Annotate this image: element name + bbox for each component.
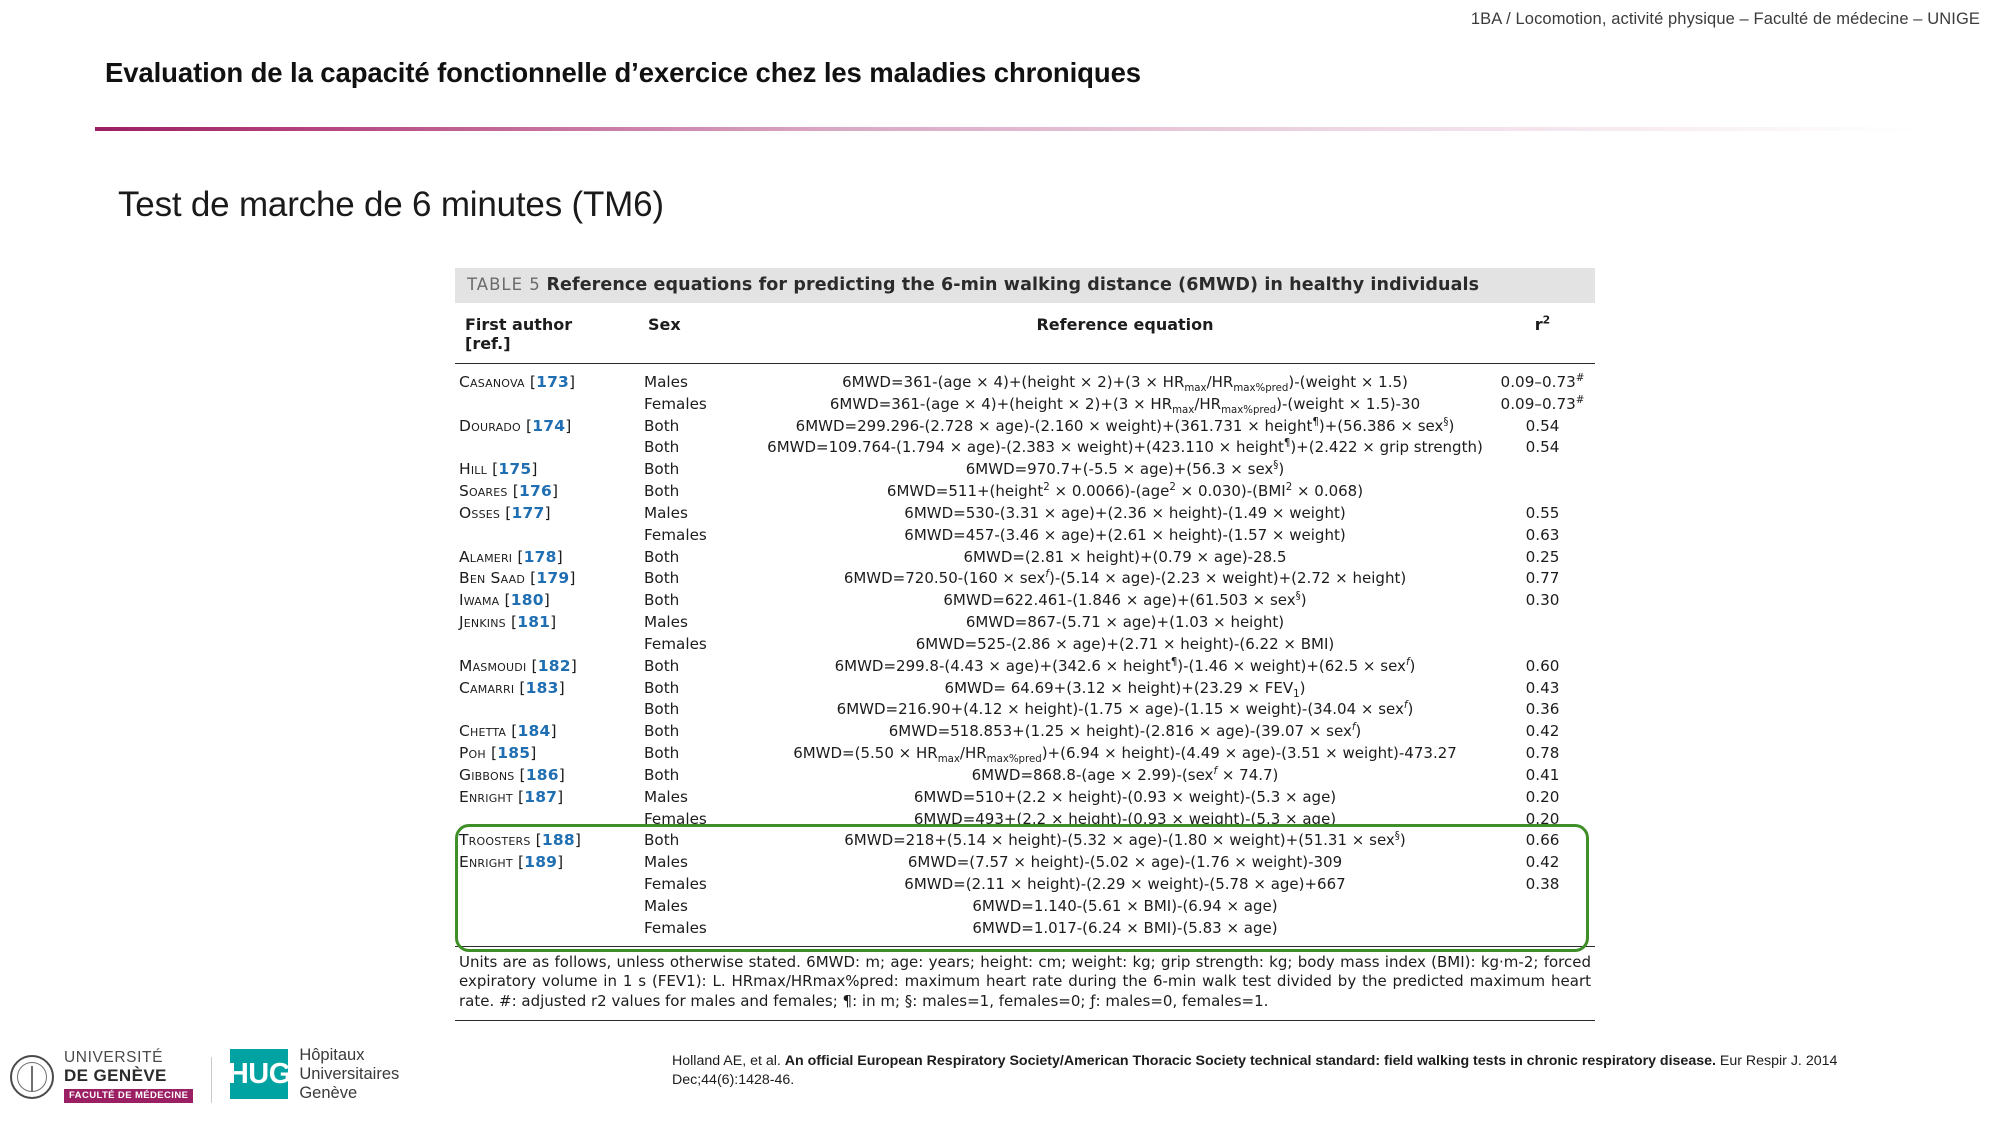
reference-table-figure bbox=[455, 268, 1595, 1021]
table-row bbox=[455, 590, 1595, 612]
cell-author: Masmoudi [182] bbox=[459, 656, 577, 675]
hug-line3: Genève bbox=[299, 1083, 358, 1102]
cell-author bbox=[455, 634, 640, 656]
table-row bbox=[455, 503, 1595, 525]
hug-logo bbox=[227, 1045, 400, 1103]
table-row bbox=[455, 918, 1595, 940]
cell-equation: 6MWD= 64.69+(3.12 × height)+(23.29 × $FEV_1$) bbox=[944, 678, 1306, 700]
cell-r2: 0.41 bbox=[1525, 765, 1560, 784]
cell-sex: Females bbox=[644, 809, 707, 828]
cell-r2: 0.42 bbox=[1525, 853, 1560, 872]
cell-sex: Females bbox=[644, 525, 707, 544]
cell-sex: Females bbox=[644, 918, 707, 937]
table-row bbox=[455, 568, 1595, 590]
cell-sex: Both bbox=[644, 482, 680, 501]
cell-equation: 6MWD=622.461-(1.846 × age)+(61.503 × sex§) bbox=[943, 591, 1307, 610]
cell-author bbox=[455, 437, 640, 459]
cell-sex: Both bbox=[644, 744, 680, 763]
cell-author: Alameri [178] bbox=[459, 547, 563, 566]
cell-equation: 6MWD=518.853+(1.25 × height)-(2.816 × age)-(39.07 × sex$^f$) bbox=[888, 722, 1362, 741]
unige-line1: UNIVERSITÉ bbox=[64, 1049, 164, 1067]
table-row bbox=[455, 874, 1595, 896]
cell-author bbox=[455, 918, 640, 940]
cell-r2 bbox=[1490, 481, 1595, 503]
cell-r2: 0.42 bbox=[1525, 722, 1560, 741]
table-row bbox=[455, 612, 1595, 634]
table-row bbox=[455, 525, 1595, 547]
cell-author: Ben Saad [179] bbox=[459, 569, 576, 588]
cell-sex: Males bbox=[644, 896, 688, 915]
cell-sex: Males bbox=[644, 787, 688, 806]
logo-divider bbox=[211, 1057, 212, 1103]
cell-r2: 0.66 bbox=[1525, 831, 1560, 850]
cell-author bbox=[455, 874, 640, 896]
cell-author bbox=[455, 394, 640, 416]
unige-faculty-badge: FACULTÉ DE MÉDECINE bbox=[64, 1089, 193, 1103]
cell-sex: Both bbox=[644, 416, 680, 435]
table-row bbox=[455, 394, 1595, 416]
cell-equation: 6MWD=109.764-(1.794 × age)-(2.383 × weight)+(423.110 × height¶)+(2.422 × grip strength) bbox=[767, 438, 1483, 457]
cell-equation: 6MWD=867-(5.71 × age)+(1.03 × height) bbox=[965, 613, 1285, 632]
table-row bbox=[455, 743, 1595, 765]
cell-equation: 6MWD=(2.81 × height)+(0.79 × age)-28.5 bbox=[963, 547, 1287, 566]
citation-authors: Holland AE, et al. bbox=[672, 1053, 785, 1070]
table-row bbox=[455, 809, 1595, 831]
cell-equation: 6MWD=299.8-(4.43 × age)+(342.6 × height¶)-(1.46 × weight)+(62.5 × sex$^f$) bbox=[834, 656, 1416, 675]
cell-r2: 0.43 bbox=[1525, 678, 1560, 697]
table-row bbox=[455, 634, 1595, 656]
cell-r2: 0.63 bbox=[1525, 525, 1560, 544]
section-heading: Test de marche de 6 minutes (TM6) bbox=[118, 185, 664, 224]
cell-author: Soares [176] bbox=[459, 482, 559, 501]
cell-r2: 0.25 bbox=[1525, 547, 1560, 566]
cell-sex: Both bbox=[644, 591, 680, 610]
cell-equation: $6MWD=(5.50 \times HR_{max}/HR_{max\%pred})+(6.94$ × height)-(4.49 × age)-(3.51 × weight)-473.27 bbox=[793, 744, 1457, 766]
cell-equation: 6MWD=299.296-(2.728 × age)-(2.160 × weight)+(361.731 × height¶)+(56.386 × sex§) bbox=[795, 416, 1455, 435]
cell-author: Troosters [188] bbox=[459, 831, 582, 850]
table-row bbox=[455, 437, 1595, 459]
cell-sex: Females bbox=[644, 875, 707, 894]
reference-equations-table bbox=[455, 303, 1595, 940]
cell-author: Enright [187] bbox=[459, 787, 564, 806]
cell-author: Dourado [174] bbox=[459, 416, 572, 435]
cell-sex: Both bbox=[644, 722, 680, 741]
hug-line2: Universitaires bbox=[299, 1064, 400, 1083]
hug-mark-icon: HUG bbox=[230, 1049, 288, 1099]
cell-author bbox=[455, 525, 640, 547]
source-citation bbox=[672, 1052, 1922, 1089]
cell-r2: 0.77 bbox=[1525, 569, 1560, 588]
cell-r2: 0.55 bbox=[1525, 503, 1560, 522]
table-row bbox=[455, 896, 1595, 918]
cell-equation: 6MWD=1.017-(6.24 × BMI)-(5.83 × age) bbox=[972, 918, 1278, 937]
table-row bbox=[455, 721, 1595, 743]
cell-author: Casanova [173] bbox=[459, 373, 576, 391]
cell-r2: 0.30 bbox=[1525, 591, 1560, 610]
cell-r2 bbox=[1490, 634, 1595, 656]
cell-r2: 0.60 bbox=[1525, 656, 1560, 675]
cell-author: Chetta [184] bbox=[459, 722, 557, 741]
cell-sex: Both bbox=[644, 678, 680, 697]
table-number-label: TABLE 5 bbox=[467, 275, 541, 294]
column-header-r2: $r^2$ bbox=[1490, 303, 1595, 364]
table-caption bbox=[455, 268, 1595, 303]
citation-source: Eur Respir J. 2014 Dec;44(6):1428-46. bbox=[672, 1053, 1838, 1088]
table-row bbox=[455, 364, 1595, 394]
cell-sex: Both bbox=[644, 831, 680, 850]
cell-equation: 6MWD=530-(3.31 × age)+(2.36 × height)-(1.49 × weight) bbox=[904, 503, 1346, 522]
table-row bbox=[455, 459, 1595, 481]
cell-sex: Both bbox=[644, 438, 680, 457]
cell-sex: Males bbox=[644, 613, 688, 632]
table-footnote: Units are as follows, unless otherwise stated. 6MWD: m; age: years; height: cm; weight: kg; grip strength: kg; body mass index (BMI): kg·m-2; forced expiratory volume in 1 s (FEV1): L. HRmax/HRmax%pred: maximum heart rate during the 6-min walk test divided by the predicted maximum heart rate. #: adjusted r2 values for males and females; ¶: in m; §: males=1, females=0; ƒ: males=0, females=1. bbox=[455, 946, 1595, 1016]
cell-r2 bbox=[1490, 612, 1595, 634]
table-caption-text: Reference equations for predicting the 6-min walking distance (6MWD) in healthy individuals bbox=[546, 275, 1480, 295]
cell-sex: Both bbox=[644, 700, 680, 719]
cell-equation: 6MWD=(7.57 × height)-(5.02 × age)-(1.76 × weight)-309 bbox=[907, 853, 1343, 872]
cell-equation: 6MWD=361-(age × 4)+(height × $2)+(3 \times HR_{max}/HR_{max\%pred})-(weight \times 1.5)-30$ bbox=[829, 394, 1421, 416]
cell-equation: 6MWD=(2.11 × height)-(2.29 × weight)-(5.78 × age)+667 bbox=[904, 875, 1346, 894]
cell-equation: 6MWD=511+(height$^2$ × $0.0066)-(age^2 \times 0.030)-(BMI^2 \times 0.068)$ bbox=[886, 482, 1364, 501]
cell-sex: Females bbox=[644, 634, 707, 653]
cell-equation: 6MWD=493+(2.2 × height)-(0.93 × weight)-(5.3 × age) bbox=[913, 809, 1337, 828]
cell-r2 bbox=[1490, 918, 1595, 940]
title-divider bbox=[95, 127, 1920, 131]
cell-equation: 6MWD=361-(age × 4)+(height × $2)+(3 \times HR_{max}/HR_{max\%pred})-(weight \times 1.5)$ bbox=[842, 373, 1408, 394]
cell-r2: 0.36 bbox=[1525, 700, 1560, 719]
cell-equation: 6MWD=970.7+(-5.5 × age)+(56.3 × sex§) bbox=[965, 460, 1285, 479]
cell-author: Iwama [180] bbox=[459, 591, 550, 610]
cell-sex: Both bbox=[644, 765, 680, 784]
unige-logo bbox=[10, 1050, 193, 1103]
cell-sex: Both bbox=[644, 569, 680, 588]
table-header bbox=[455, 303, 1595, 364]
cell-equation: 6MWD=720.50-(160 × sex$^f$)-(5.14 × age)-(2.23 × weight)+(2.72 × height) bbox=[843, 569, 1407, 588]
cell-r2: 0.54 bbox=[1525, 416, 1560, 435]
cell-author: Poh [185] bbox=[459, 744, 537, 763]
cell-author bbox=[455, 699, 640, 721]
table-row bbox=[455, 416, 1595, 438]
cell-sex: Both bbox=[644, 547, 680, 566]
hug-line1: Hôpitaux bbox=[299, 1045, 365, 1064]
cell-sex: Males bbox=[644, 373, 688, 391]
course-meta-label: 1BA / Locomotion, activité physique – Faculté de médecine – UNIGE bbox=[1470, 10, 1980, 28]
cell-r2 bbox=[1490, 459, 1595, 481]
cell-sex: Both bbox=[644, 656, 680, 675]
cell-r2: 0.54 bbox=[1525, 438, 1560, 457]
cell-r2: 0.09–0.73# bbox=[1500, 393, 1585, 413]
unige-seal-icon bbox=[10, 1055, 54, 1099]
table-body bbox=[455, 364, 1595, 940]
cell-r2: 0.38 bbox=[1525, 875, 1560, 894]
column-header-sex: Sex bbox=[640, 303, 760, 364]
table-row bbox=[455, 678, 1595, 700]
footer-logos bbox=[10, 1046, 399, 1103]
cell-r2: 0.09–0.73# bbox=[1500, 371, 1585, 391]
cell-author: Enright [189] bbox=[459, 853, 564, 872]
citation-title: An official European Respiratory Society/American Thoracic Society technical standard: field walking tests in chronic respiratory disease. bbox=[784, 1053, 1716, 1070]
cell-sex: Both bbox=[644, 460, 680, 479]
column-header-equation: Reference equation bbox=[760, 303, 1490, 364]
cell-equation: 6MWD=457-(3.46 × age)+(2.61 × height)-(1.57 × weight) bbox=[904, 525, 1346, 544]
table-row bbox=[455, 852, 1595, 874]
cell-r2: 0.20 bbox=[1525, 809, 1560, 828]
cell-equation: 6MWD=216.90+(4.12 × height)-(1.75 × age)-(1.15 × weight)-(34.04 × sex$^f$) bbox=[836, 700, 1414, 719]
cell-r2: 0.78 bbox=[1525, 744, 1560, 763]
table-row bbox=[455, 481, 1595, 503]
table-row bbox=[455, 765, 1595, 787]
cell-author: Osses [177] bbox=[459, 503, 551, 522]
cell-equation: 6MWD=525-(2.86 × age)+(2.71 × height)-(6.22 × BMI) bbox=[915, 634, 1335, 653]
cell-author: Hill [175] bbox=[459, 460, 538, 479]
unige-line2: DE GENÈVE bbox=[64, 1065, 167, 1085]
cell-equation: 6MWD=510+(2.2 × height)-(0.93 × weight)-(5.3 × age) bbox=[913, 787, 1337, 806]
table-row bbox=[455, 699, 1595, 721]
cell-author bbox=[455, 896, 640, 918]
table-row bbox=[455, 547, 1595, 569]
cell-author: Gibbons [186] bbox=[459, 765, 566, 784]
table-row bbox=[455, 787, 1595, 809]
page-title: Evaluation de la capacité fonctionnelle d’exercice chez les maladies chroniques bbox=[105, 57, 1141, 88]
cell-r2: 0.20 bbox=[1525, 787, 1560, 806]
cell-sex: Males bbox=[644, 503, 688, 522]
cell-equation: 6MWD=1.140-(5.61 × BMI)-(6.94 × age) bbox=[972, 896, 1278, 915]
cell-equation: 6MWD=868.8-(age × 2.99)-(sex$^f$ × 74.7) bbox=[971, 765, 1279, 784]
table-bottom-rule bbox=[455, 1020, 1595, 1021]
cell-author: Jenkins [181] bbox=[459, 613, 557, 632]
table-header-row bbox=[455, 303, 1595, 364]
cell-author bbox=[455, 809, 640, 831]
cell-r2 bbox=[1490, 896, 1595, 918]
table-row bbox=[455, 656, 1595, 678]
cell-sex: Males bbox=[644, 853, 688, 872]
cell-author: Camarri [183] bbox=[459, 678, 565, 697]
column-header-author: First author [ref.] bbox=[455, 303, 640, 364]
cell-sex: Females bbox=[644, 394, 707, 413]
cell-equation: 6MWD=218+(5.14 × height)-(5.32 × age)-(1.80 × weight)+(51.31 × sex§) bbox=[844, 831, 1406, 850]
table-row bbox=[455, 830, 1595, 852]
